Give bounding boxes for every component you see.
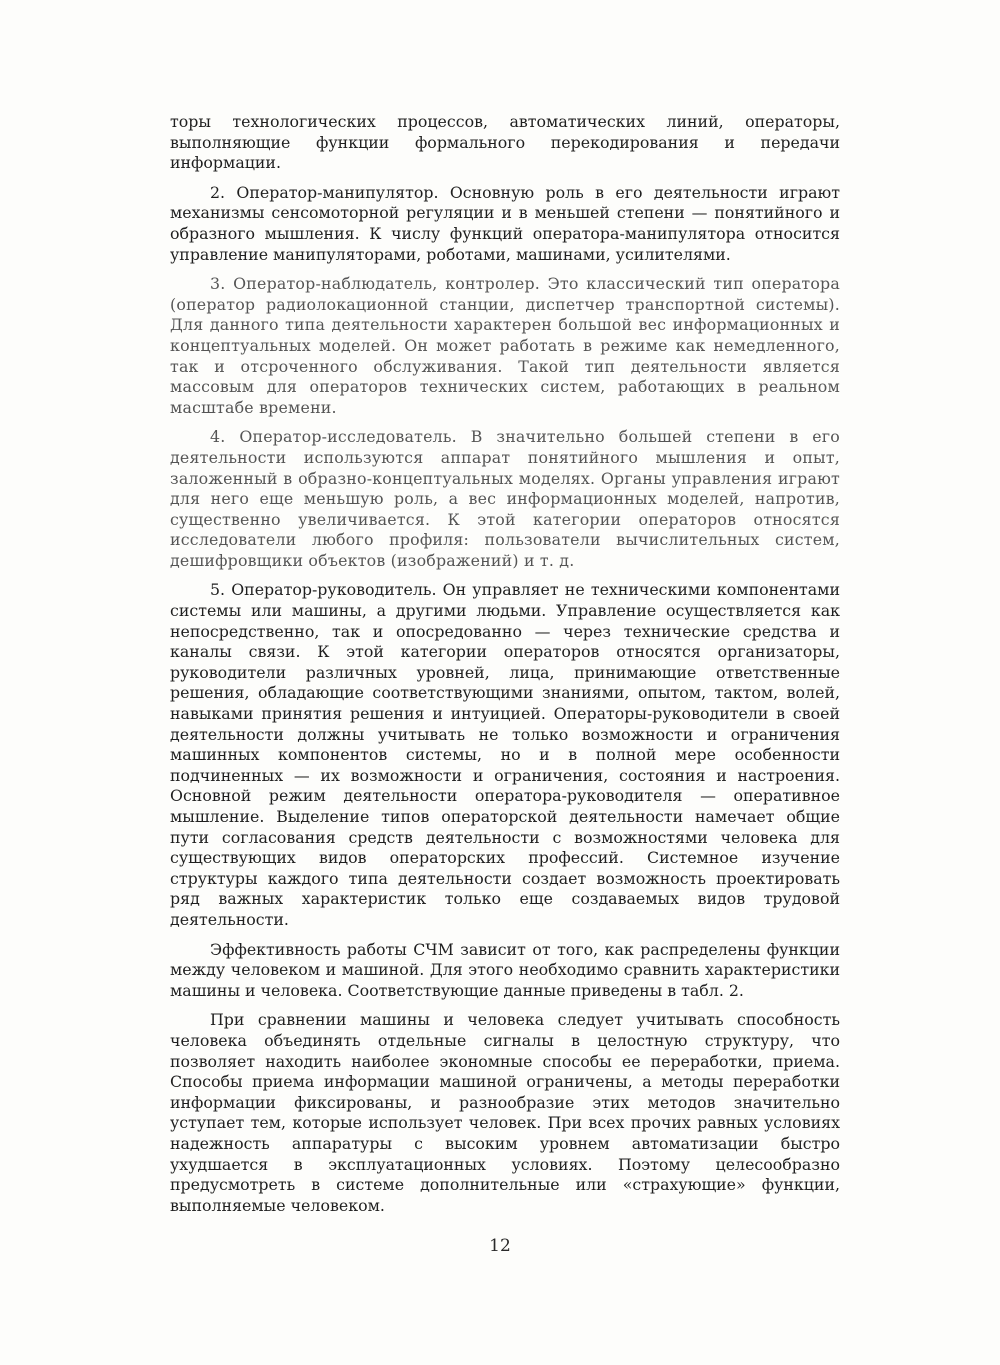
body-text xyxy=(170,112,840,1216)
paragraph-comparison: При сравнении машины и человека следует учитывать способность человека объединять отдельные сигналы в целостную структуру, что позволяет находить наиболее экономные способы ее переработки, приема. Способы приема информации машиной ограничены, а методы переработки информации фиксированы, и разнообразие этих методов значительно уступает тем, которые использует человек. При всех прочих равных условиях надежность аппаратуры с высоким уровнем автоматизации быстро ухудшается в эксплуатационных условиях. Поэтому целесообразно предусмотреть в системе дополнительные или «страхующие» функции, выполняемые человеком. xyxy=(170,1010,840,1215)
paragraph-efficiency: Эффективность работы СЧМ зависит от того, как распределены функции между человеком и машиной. Для этого необходимо сравнить характеристики машины и человека. Соответствующие данные приведены в табл. 2. xyxy=(170,939,840,1000)
paragraph-operator-researcher: 4. Оператор-исследователь. В значительно большей степени в его деятельности используются аппарат понятийного мышления и опыт, заложенный в образно-концептуальных моделях. Органы управления играют для него еще меньшую роль, а вес информационных моделей, напротив, существенно увеличивается. К этой категории операторов относятся исследователи любого профиля: пользователи вычислительных систем, дешифровщики объектов (изображений) и т. д. xyxy=(170,427,840,570)
paragraph-operator-manipulator: 2. Оператор-манипулятор. Основную роль в его деятельности играют механизмы сенсомоторной регуляции и в меньшей степени — понятийного и образного мышления. К числу функций оператора-манипулятора относится управление манипуляторами, роботами, машинами, усилителями. xyxy=(170,182,840,264)
paragraph-operator-manager: 5. Оператор-руководитель. Он управляет не техническими компонентами системы или машины, а другими людьми. Управление осуществляется как непосредственно, так и опосредованно — через технические средства и каналы связи. К этой категории операторов относятся организаторы, руководители различных уровней, лица, принимающие ответственные решения, обладающие соответствующими знаниями, опытом, тактом, волей, навыками принятия решения и интуицией. Операторы-руководители в своей деятельности должны учитывать не только возможности и ограничения машинных компонентов системы, но и в полной мере особенности подчиненных — их возможности и ограничения, состояния и настроения. Основной режим деятельности оператора-руководителя — оперативное мышление. Выделение типов операторской деятельности намечает общие пути согласования средств деятельности с возможностями человека для существующих видов операторских профессий. Системное изучение структуры каждого типа деятельности создает возможность проектировать ряд важных характеристик только еще создаваемых видов трудовой деятельности. xyxy=(170,580,840,929)
paragraph-continuation-operators: торы технологических процессов, автоматических линий, операторы, выполняющие функции формального перекодирования и передачи информации. xyxy=(170,112,840,173)
page-number: 12 xyxy=(489,1236,511,1256)
paragraph-operator-observer: 3. Оператор-наблюдатель, контролер. Это классический тип оператора (оператор радиолокационной станции, диспетчер транспортной системы). Для данного типа деятельности характерен большой вес информационных и концептуальных моделей. Он может работать в режиме как немедленного, так и отсроченного обслуживания. Такой тип деятельности является массовым для операторов технических систем, работающих в реальном масштабе времени. xyxy=(170,274,840,417)
